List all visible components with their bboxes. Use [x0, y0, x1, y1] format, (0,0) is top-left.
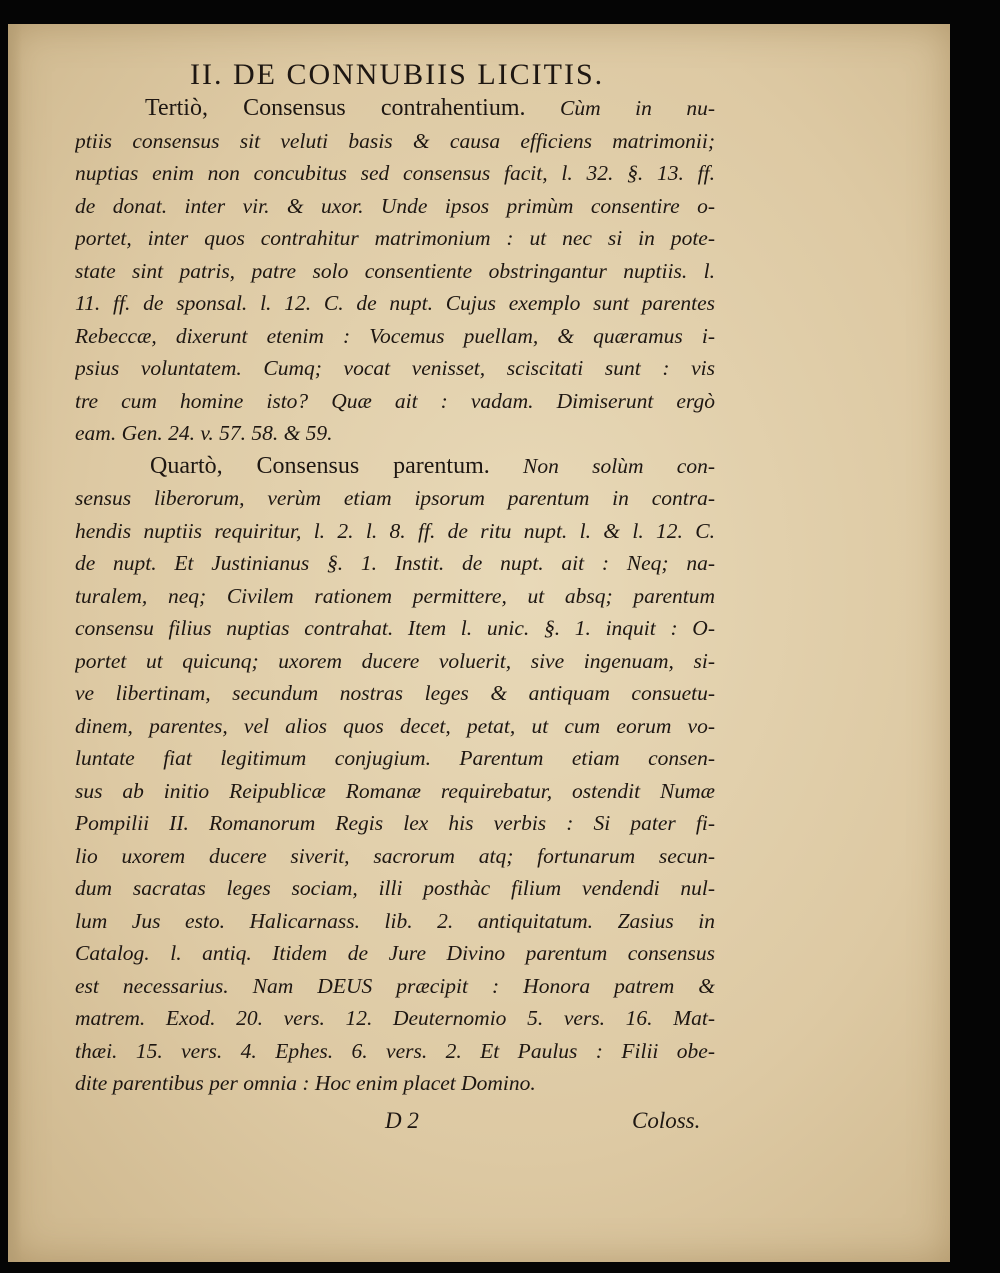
- text-line: thæi. 15. vers. 4. Ephes. 6. vers. 2. Et Paulus : Filii obe-: [75, 1038, 715, 1063]
- text-line: consensu filius nuptias contrahat. Item l. unic. §. 1. inquit : O-: [75, 616, 715, 640]
- paragraph-1-first-line-rest: Cùm in nu-: [560, 96, 715, 120]
- text-line: lum Jus esto. Halicarnass. lib. 2. antiquitatum. Zasius in: [75, 908, 715, 933]
- paragraph-2-lead: Quartò, Consensus parentum.: [150, 452, 490, 479]
- text-line: state sint patris, patre solo consentiente obstringantur nuptiis. l.: [75, 258, 715, 283]
- paragraph-1-lines: [75, 125, 715, 450]
- paragraph-2-first-line: [75, 450, 715, 483]
- text-line: ptiis consensus sit veluti basis & causa efficiens matrimonii;: [75, 128, 715, 153]
- text-line: luntate fiat legitimum conjugium. Parentum etiam consen-: [75, 746, 715, 770]
- text-line: ve libertinam, secundum nostras leges & antiquam consuetu-: [75, 681, 715, 705]
- text-line: psius voluntatem. Cumq; vocat venisset, sciscitati sunt : vis: [75, 356, 715, 380]
- text-line: eam. Gen. 24. v. 57. 58. & 59.: [75, 421, 333, 445]
- text-line: hendis nuptiis requiritur, l. 2. l. 8. ff. de ritu nupt. l. & l. 12. C.: [75, 518, 715, 543]
- text-line: dum sacratas leges sociam, illi posthàc filium vendendi nul-: [75, 876, 715, 900]
- catchword: Coloss.: [632, 1108, 701, 1133]
- text-line: sensus liberorum, verùm etiam ipsorum parentum in contra-: [75, 486, 715, 510]
- text-line: tre cum homine isto? Quæ ait : vadam. Dimiserunt ergò: [75, 388, 715, 413]
- running-header: II. DE CONNUBIIS LICITIS.: [190, 58, 605, 91]
- text-line: sus ab initio Reipublicæ Romanæ requirebatur, ostendit Numæ: [75, 778, 715, 803]
- text-line: 11. ff. de sponsal. l. 12. C. de nupt. Cujus exemplo sunt parentes: [75, 291, 715, 315]
- paragraph-2-lines: [75, 482, 715, 1100]
- text-line: matrem. Exod. 20. vers. 12. Deuternomio 5. vers. 16. Mat-: [75, 1006, 715, 1030]
- text-line: dinem, parentes, vel alios quos decet, petat, ut cum eorum vo-: [75, 713, 715, 738]
- page-gutter-shadow: [8, 24, 22, 1262]
- text-line: portet ut quicunq; uxorem ducere voluerit, sive ingenuam, si-: [75, 648, 715, 673]
- paragraph-2-first-line-rest: Non solùm con-: [523, 453, 715, 478]
- body-text: [75, 92, 715, 1100]
- text-line: Pompilii II. Romanorum Regis lex his verbis : Si pater fi-: [75, 811, 715, 835]
- text-line: nuptias enim non concubitus sed consensus facit, l. 32. §. 13. ff.: [75, 161, 715, 185]
- signature-mark: D 2: [385, 1108, 419, 1133]
- text-line: dite parentibus per omnia : Hoc enim placet Domino.: [75, 1071, 536, 1095]
- paragraph-1-first-line: [75, 92, 715, 125]
- text-line: Catalog. l. antiq. Itidem de Jure Divino parentum consensus: [75, 941, 715, 965]
- text-line: turalem, neq; Civilem rationem permittere, ut absq; parentum: [75, 583, 715, 608]
- text-line: est necessarius. Nam DEUS præcipit : Honora patrem &: [75, 973, 715, 998]
- text-line: lio uxorem ducere siverit, sacrorum atq; fortunarum secun-: [75, 843, 715, 868]
- text-line: portet, inter quos contrahitur matrimonium : ut nec si in pote-: [75, 226, 715, 250]
- text-line: de nupt. Et Justinianus §. 1. Instit. de nupt. ait : Neq; na-: [75, 551, 715, 575]
- paragraph-1-lead: Tertiò, Consensus contrahentium.: [145, 95, 526, 121]
- text-line: Rebeccæ, dixerunt etenim : Vocemus puellam, & quæramus i-: [75, 323, 715, 348]
- text-line: de donat. inter vir. & uxor. Unde ipsos primùm consentire o-: [75, 193, 715, 218]
